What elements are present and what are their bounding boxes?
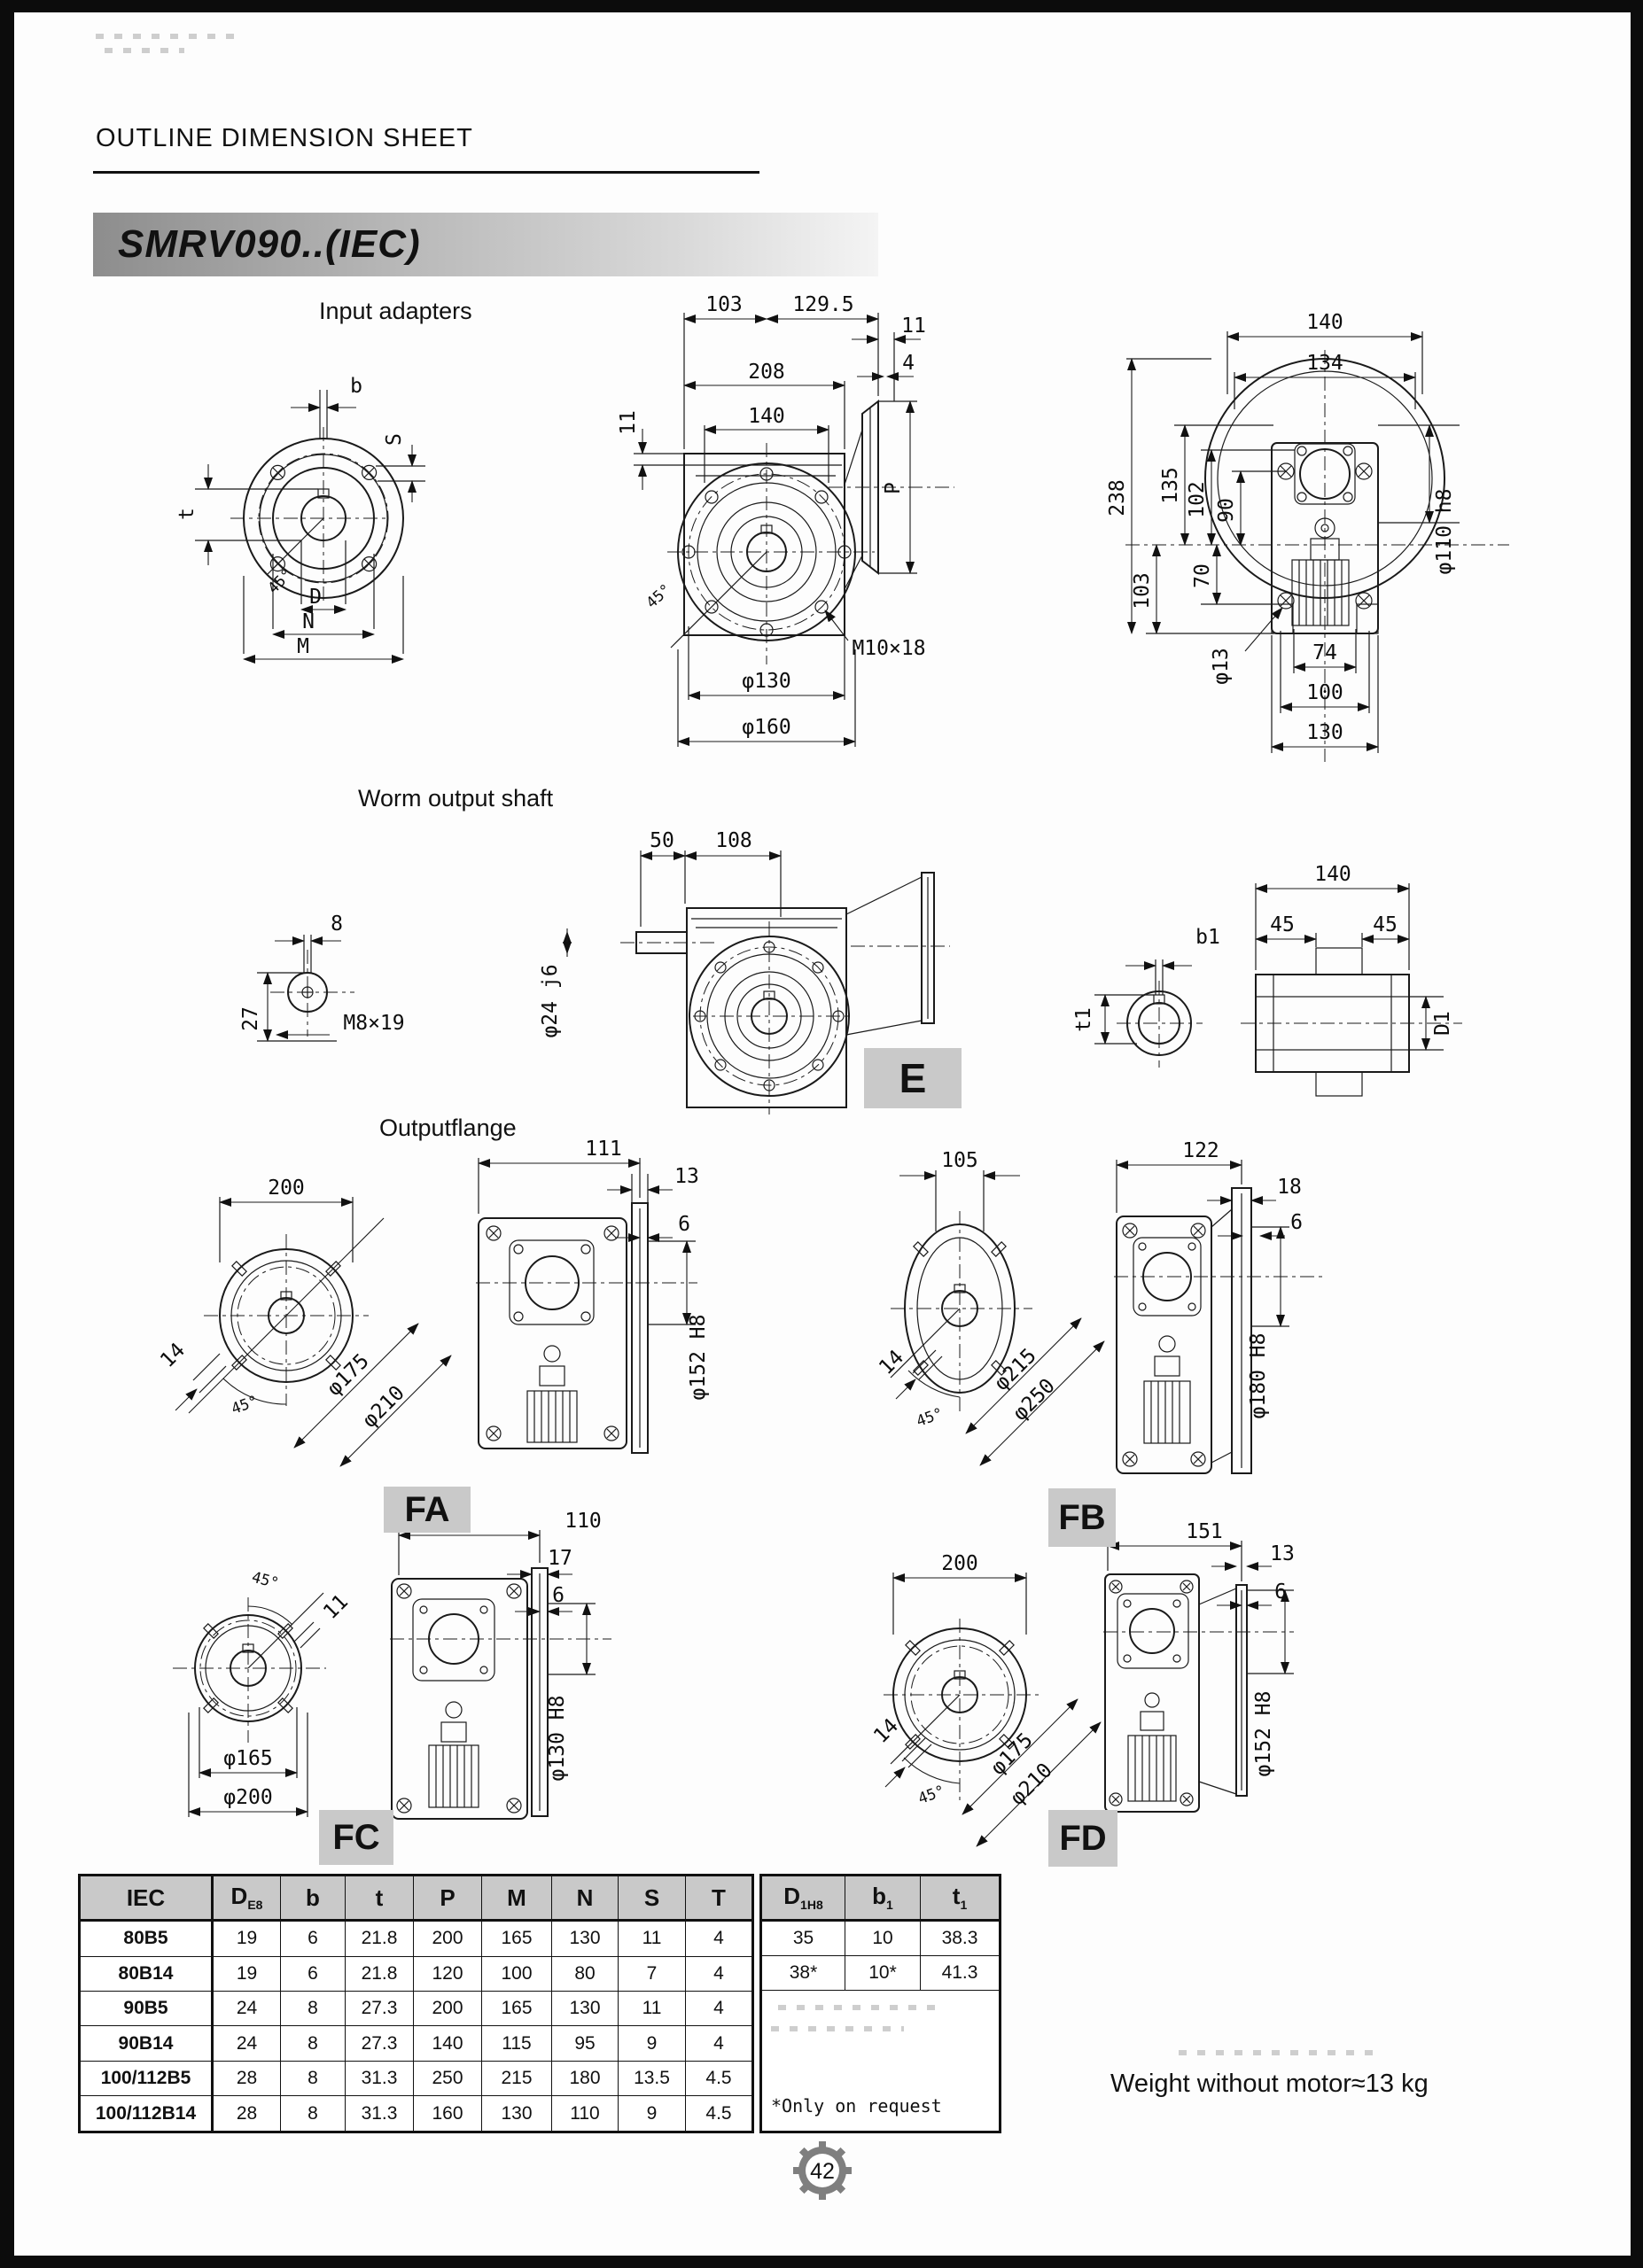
cell: 9 — [619, 2026, 686, 2061]
cell: 21.8 — [346, 1921, 414, 1957]
dim-129-5: 129.5 — [792, 293, 854, 316]
dim-11: 11 — [319, 1590, 354, 1625]
cell: 215 — [482, 2061, 552, 2095]
dim-phi160: φ160 — [742, 716, 791, 739]
dim-angle: 45° — [249, 1568, 281, 1593]
dim-151: 151 — [1186, 1520, 1223, 1543]
cell: 13.5 — [619, 2061, 686, 2095]
drawing-FC-flange-front — [124, 1555, 425, 1838]
page-title: OUTLINE DIMENSION SHEET — [96, 124, 473, 152]
dim-103: 103 — [1131, 572, 1154, 610]
cell: 80B14 — [80, 1956, 213, 1991]
dim-N: N — [302, 610, 315, 633]
cell: 200 — [414, 1921, 482, 1957]
dim-angle: 45° — [229, 1392, 261, 1418]
col-N: N — [552, 1876, 619, 1921]
dim-130: 130 — [1306, 721, 1343, 744]
table-row — [80, 2061, 753, 2095]
faded-print-artifact — [105, 48, 184, 53]
cell: 11 — [619, 1991, 686, 2025]
cell: 130 — [552, 1991, 619, 2025]
section-input-adapters: Input adapters — [319, 298, 472, 324]
cell: 24 — [213, 2026, 281, 2061]
drawing-FA-flange-front — [115, 1174, 479, 1466]
cell: 24 — [213, 1991, 281, 2025]
FB-side-dimensions — [1117, 1139, 1303, 1418]
cell: 41.3 — [921, 1956, 1001, 1991]
page-number-gear-icon — [792, 2140, 853, 2201]
cell: 90B5 — [80, 1991, 213, 2025]
dim-6: 6 — [678, 1213, 690, 1236]
gearbox-body — [678, 401, 878, 641]
dim-135: 135 — [1159, 467, 1182, 504]
col-P: P — [414, 1876, 482, 1921]
drawing-FD-flange-side — [1103, 1519, 1409, 1825]
dim-122: 122 — [1182, 1139, 1219, 1162]
dim-102: 102 — [1186, 481, 1209, 518]
dim-phi175: φ175 — [323, 1349, 374, 1401]
faded-print-artifact — [96, 34, 237, 39]
cell: 100/112B14 — [80, 2096, 213, 2132]
dim-angle: 45° — [914, 1404, 946, 1431]
dim-27: 27 — [239, 1006, 262, 1031]
FD-side-body — [1105, 1574, 1247, 1812]
col-T: T — [686, 1876, 753, 1921]
dim-200: 200 — [941, 1552, 978, 1575]
dim-phi24j6: φ24 j6 — [539, 964, 562, 1038]
dim-M8x19: M8×19 — [343, 1012, 405, 1035]
table-row — [80, 1956, 753, 1991]
cell: 160 — [414, 2096, 482, 2132]
cell: 250 — [414, 2061, 482, 2095]
dim-18: 18 — [1277, 1176, 1302, 1199]
cell: 130 — [482, 2096, 552, 2132]
dim-13: 13 — [1270, 1542, 1295, 1565]
dim-phi210: φ210 — [1006, 1759, 1057, 1810]
dim-238: 238 — [1106, 479, 1129, 517]
FD-side-dimensions — [1108, 1520, 1295, 1776]
dim-11-left: 11 — [617, 410, 640, 435]
cell: 120 — [414, 1956, 482, 1991]
variant-label-FB: FB — [1048, 1488, 1116, 1547]
dim-111: 111 — [585, 1138, 622, 1161]
worm-dimensions — [539, 829, 781, 1038]
dim-208: 208 — [748, 361, 785, 384]
table-header-row — [761, 1876, 1001, 1921]
dim-D1: D1 — [1431, 1011, 1454, 1036]
col-D-E8: $D_{E8}$ — [213, 1876, 281, 1921]
cell: 130 — [552, 1921, 619, 1957]
dim-70: 70 — [1191, 563, 1214, 588]
dim-phi250: φ250 — [1008, 1374, 1060, 1425]
table-row — [761, 1956, 1001, 1991]
variant-label-FD: FD — [1048, 1810, 1117, 1867]
cell: 21.8 — [346, 1956, 414, 1991]
footnote-text: *Only on request — [771, 2095, 942, 2117]
weight-note: Weight without motor≈13 kg — [1110, 2070, 1429, 2098]
dim-140: 140 — [1306, 311, 1343, 334]
dim-t1: t1 — [1072, 1007, 1095, 1032]
drawing-FB-flange-side — [1112, 1138, 1405, 1484]
drawing-hollow-shaft — [1050, 855, 1471, 1112]
side-dimensions — [1106, 311, 1460, 753]
faded-print-artifact — [771, 2026, 904, 2031]
title-underline — [93, 171, 759, 174]
cell: 200 — [414, 1991, 482, 2025]
dim-phi130H8: φ130 H8 — [546, 1695, 569, 1782]
cell: 19 — [213, 1956, 281, 1991]
cell: 4.5 — [686, 2096, 753, 2132]
cell: 110 — [552, 2096, 619, 2132]
page-border-left — [0, 0, 14, 2268]
cell: 180 — [552, 2061, 619, 2095]
dim-45-right: 45 — [1373, 913, 1398, 936]
cell: 28 — [213, 2061, 281, 2095]
output-bore-table — [759, 1874, 1001, 2133]
cell: 90B14 — [80, 2026, 213, 2061]
cell: 8 — [281, 2061, 346, 2095]
cell: 6 — [281, 1921, 346, 1957]
dim-14: 14 — [156, 1339, 191, 1373]
dim-17: 17 — [548, 1547, 572, 1570]
dim-134: 134 — [1306, 352, 1343, 375]
cell: 10 — [845, 1921, 921, 1956]
cell: 27.3 — [346, 2026, 414, 2061]
dim-6: 6 — [552, 1584, 565, 1607]
cell: 80 — [552, 1956, 619, 1991]
dimension-tables — [78, 1874, 1001, 2133]
dim-90: 90 — [1215, 498, 1238, 523]
cell: 4 — [686, 1921, 753, 1957]
dim-phi13: φ13 — [1210, 648, 1233, 685]
cell: 8 — [281, 2096, 346, 2132]
col-t: t — [346, 1876, 414, 1921]
cell: 11 — [619, 1921, 686, 1957]
drawing-input-adapter-front — [616, 293, 962, 757]
dim-angle: 45° — [642, 580, 675, 612]
dim-140: 140 — [748, 405, 785, 428]
note-row — [761, 1991, 1001, 2132]
drawing-input-flange-front — [160, 363, 406, 682]
page-border-right — [1631, 0, 1643, 2268]
drawing-worm-shaft-end — [222, 895, 425, 1081]
dim-b: b — [350, 375, 362, 398]
dim-phi152H8: φ152 H8 — [687, 1314, 710, 1401]
shaft-section — [1256, 948, 1409, 1096]
cell: 4.5 — [686, 2061, 753, 2095]
cell: 7 — [619, 1956, 686, 1991]
gearbox-dimensions — [617, 293, 926, 747]
cell: 100/112B5 — [80, 2061, 213, 2095]
cell: 115 — [482, 2026, 552, 2061]
iec-dimension-table — [78, 1874, 754, 2133]
dim-105: 105 — [941, 1149, 978, 1172]
cell: 165 — [482, 1991, 552, 2025]
cell: 165 — [482, 1921, 552, 1957]
cell: 140 — [414, 2026, 482, 2061]
cell: 6 — [281, 1956, 346, 1991]
dim-140: 140 — [1314, 863, 1351, 886]
dim-M10x18: M10×18 — [852, 637, 926, 660]
cell: 8 — [281, 2026, 346, 2061]
dim-110: 110 — [565, 1510, 602, 1533]
cell: 35 — [761, 1921, 845, 1956]
cell: 28 — [213, 2096, 281, 2132]
page-number: 42 — [810, 2159, 835, 2184]
dim-phi175: φ175 — [986, 1728, 1038, 1780]
dim-D: D — [309, 586, 322, 609]
flange-centerlines — [230, 427, 388, 601]
col-b1: $b_1$ — [845, 1876, 921, 1921]
col-IEC: IEC — [80, 1876, 213, 1921]
model-name: SMRV090..(IEC) — [118, 222, 421, 266]
cell: 38.3 — [921, 1921, 1001, 1956]
cell: 100 — [482, 1956, 552, 1991]
dim-14: 14 — [875, 1346, 909, 1380]
col-D1H8: $D_{1H8}$ — [761, 1876, 845, 1921]
table-row — [80, 1991, 753, 2025]
dim-phi215: φ215 — [990, 1344, 1041, 1395]
dim-angle: 45° — [915, 1782, 948, 1808]
cell: 19 — [213, 1921, 281, 1957]
variant-label-E: E — [864, 1048, 962, 1108]
col-M: M — [482, 1876, 552, 1921]
cell: 4 — [686, 1956, 753, 1991]
cell: 10* — [845, 1956, 921, 1991]
faded-print-artifact — [778, 2005, 938, 2010]
page-border-top — [0, 0, 1643, 12]
col-t1: $t_1$ — [921, 1876, 1001, 1921]
table-row — [80, 2096, 753, 2132]
cell: 27.3 — [346, 1991, 414, 2025]
dim-45-left: 45 — [1270, 913, 1295, 936]
dim-angle: 45° — [264, 565, 297, 598]
dim-M: M — [297, 635, 309, 658]
dim-phi152H8: φ152 H8 — [1252, 1690, 1275, 1777]
FD-dimensions — [869, 1552, 1101, 1846]
dim-phi130: φ130 — [742, 670, 791, 693]
dim-S: S — [383, 433, 406, 446]
dim-phi110h8: φ110 h8 — [1433, 488, 1456, 575]
table-row — [80, 1921, 753, 1957]
variant-label-FC: FC — [319, 1810, 393, 1865]
model-header-bar — [93, 213, 878, 276]
table-row — [761, 1921, 1001, 1956]
col-S: S — [619, 1876, 686, 1921]
dim-108: 108 — [715, 829, 752, 852]
cell: 31.3 — [346, 2096, 414, 2132]
shaft-dimensions — [1256, 863, 1454, 1050]
FB-side-body — [1117, 1188, 1251, 1473]
col-b: b — [281, 1876, 346, 1921]
drawing-input-adapter-side — [1106, 301, 1529, 788]
dim-103: 103 — [705, 293, 743, 316]
cell: 9 — [619, 2096, 686, 2132]
FA-side-body — [479, 1203, 648, 1453]
cooling-ribs — [1299, 560, 1342, 625]
dim-phi210: φ210 — [358, 1381, 409, 1433]
dim-P: P — [882, 482, 905, 494]
dim-6: 6 — [1274, 1581, 1287, 1604]
FC-side-body — [392, 1568, 548, 1819]
dim-50: 50 — [650, 829, 674, 852]
dim-200: 200 — [268, 1177, 305, 1200]
dim-11-right: 11 — [901, 315, 926, 338]
dim-13: 13 — [674, 1165, 699, 1188]
cell: 95 — [552, 2026, 619, 2061]
dim-4: 4 — [902, 352, 915, 375]
dim-b1: b1 — [1195, 926, 1220, 949]
dim-14: 14 — [869, 1714, 904, 1749]
cell: 38* — [761, 1956, 845, 1991]
cell: 80B5 — [80, 1921, 213, 1957]
drawing-FA-flange-side — [474, 1134, 718, 1457]
cell: 8 — [281, 1991, 346, 2025]
dim-8: 8 — [331, 913, 343, 936]
faded-print-artifact — [1179, 2050, 1374, 2055]
cell: 31.3 — [346, 2061, 414, 2095]
dim-phi180H8: φ180 H8 — [1247, 1332, 1270, 1419]
drawing-FC-flange-side — [390, 1506, 656, 1825]
cell: 4 — [686, 2026, 753, 2061]
table-row — [80, 2026, 753, 2061]
dim-phi165: φ165 — [223, 1747, 273, 1770]
dim-100: 100 — [1306, 681, 1343, 704]
dim-6: 6 — [1290, 1211, 1303, 1234]
section-outputflange: Outputflange — [379, 1115, 517, 1141]
page-border-bottom — [0, 2256, 1643, 2268]
dim-t: t — [175, 508, 199, 520]
dim-74: 74 — [1312, 641, 1337, 664]
footnote-cell — [761, 1991, 1001, 2132]
dim-phi200: φ200 — [223, 1786, 273, 1809]
FB-dimensions — [875, 1149, 1104, 1465]
section-worm-output-shaft: Worm output shaft — [358, 785, 554, 812]
bore-dimensions — [1072, 926, 1220, 1044]
variant-label-FA: FA — [384, 1487, 471, 1533]
cell: 4 — [686, 1991, 753, 2025]
table-header-row — [80, 1876, 753, 1921]
